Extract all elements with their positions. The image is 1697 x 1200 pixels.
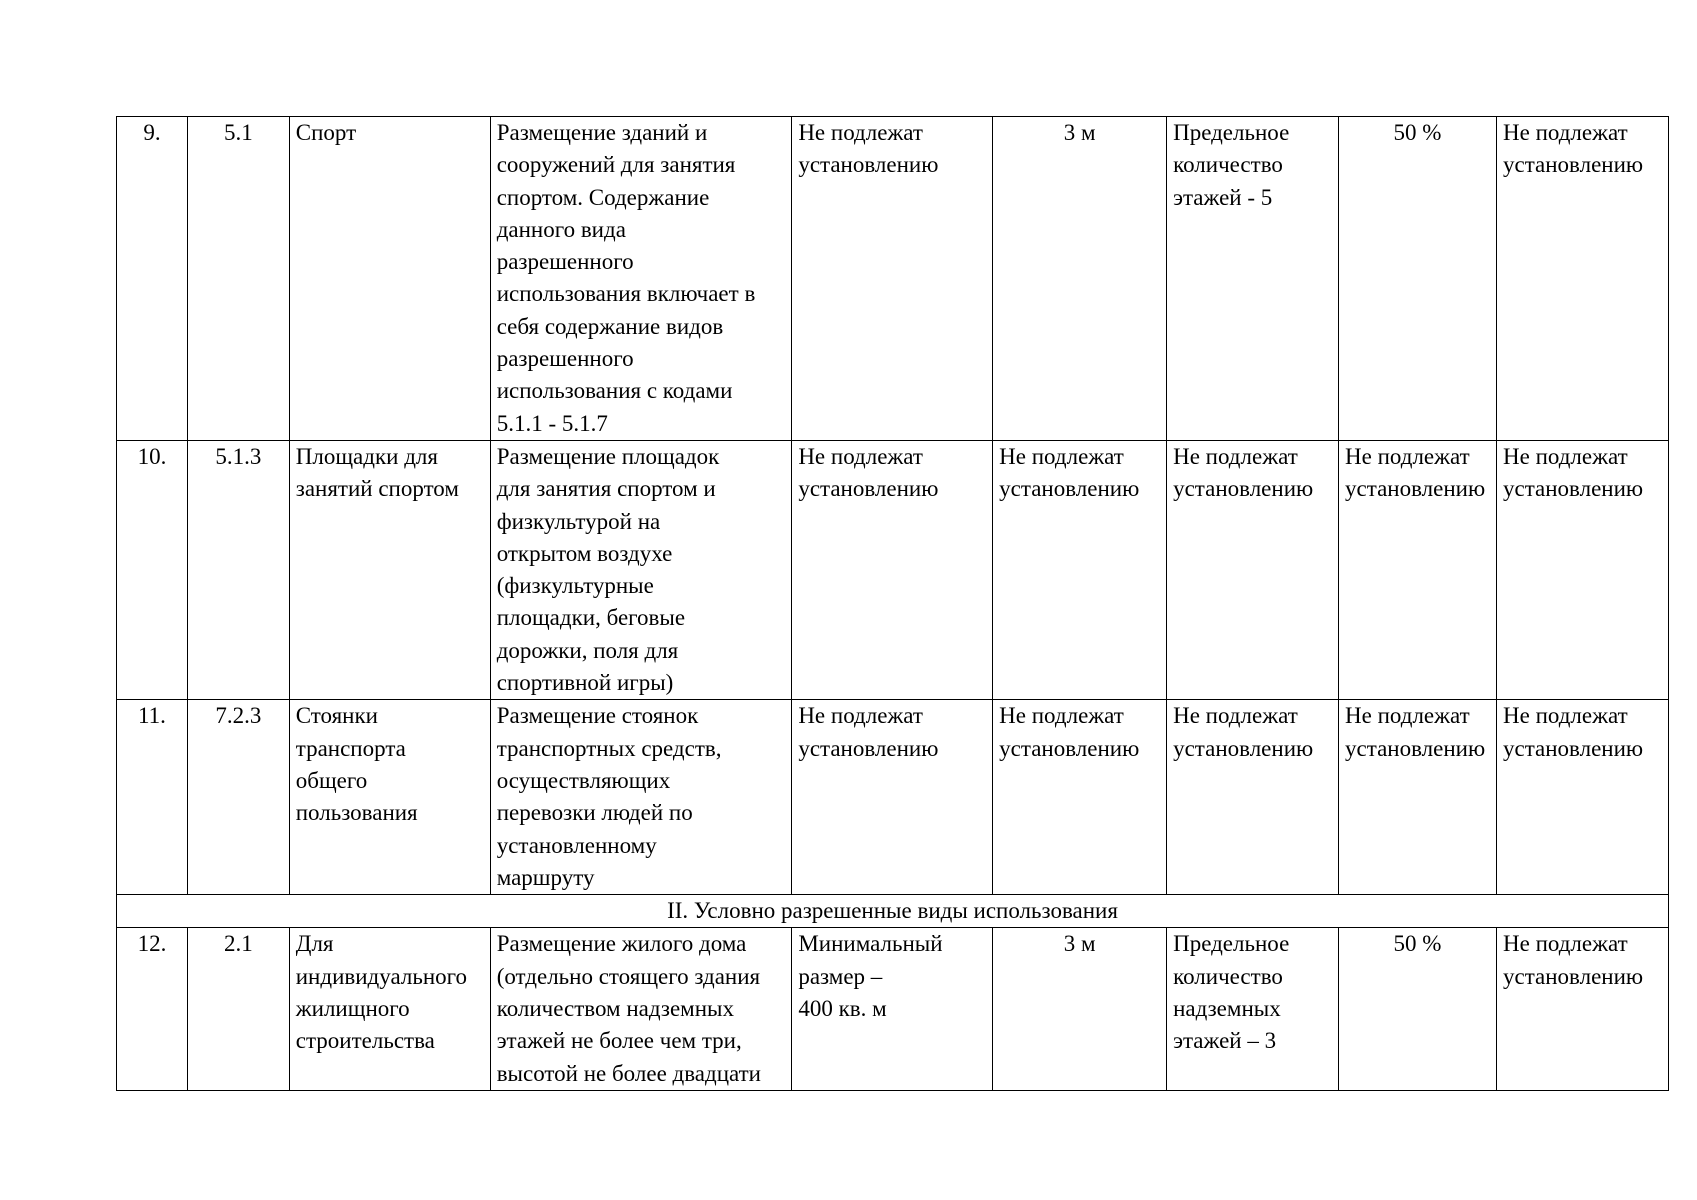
use-name: Спорт xyxy=(289,117,490,441)
other-params-cell: Не подлежат установлению xyxy=(1497,700,1669,895)
row-number: 11. xyxy=(117,700,188,895)
floors-cell: Не подлежат установлению xyxy=(1167,440,1339,699)
table-row xyxy=(117,440,1669,699)
coverage-cell: 50 % xyxy=(1339,117,1497,441)
use-description: Размещение площадок для занятия спортом и физкультурой на открытом воздухе (физкультурные площадки, беговые дорожки, поля для спортивной игры) xyxy=(490,440,792,699)
plot-size-cell: Не подлежат установлению xyxy=(792,440,993,699)
section-header-row xyxy=(117,895,1669,928)
floors-cell: Не подлежат установлению xyxy=(1167,700,1339,895)
setback-cell: 3 м xyxy=(993,928,1167,1090)
floors-cell: Предельное количество этажей - 5 xyxy=(1167,117,1339,441)
use-code: 2.1 xyxy=(187,928,289,1090)
use-code: 5.1 xyxy=(187,117,289,441)
coverage-cell: Не подлежат установлению xyxy=(1339,700,1497,895)
other-params-cell: Не подлежат установлению xyxy=(1497,928,1669,1090)
setback-cell: 3 м xyxy=(993,117,1167,441)
coverage-cell: 50 % xyxy=(1339,928,1497,1090)
plot-size-cell: Не подлежат установлению xyxy=(792,117,993,441)
other-params-cell: Не подлежат установлению xyxy=(1497,440,1669,699)
use-description: Размещение жилого дома (отдельно стоящего здания количеством надземных этажей не более чем три, высотой не более двадцати xyxy=(490,928,792,1090)
use-code: 5.1.3 xyxy=(187,440,289,699)
land-use-table xyxy=(116,116,1669,1091)
use-name: Площадки для занятий спортом xyxy=(289,440,490,699)
setback-cell: Не подлежат установлению xyxy=(993,440,1167,699)
other-params-cell: Не подлежат установлению xyxy=(1497,117,1669,441)
use-description: Размещение зданий и сооружений для занятия спортом. Содержание данного вида разрешенного использования включает в себя содержание видов разрешенного использования с кодами 5.1.1 - 5.1.7 xyxy=(490,117,792,441)
use-code: 7.2.3 xyxy=(187,700,289,895)
table-row xyxy=(117,700,1669,895)
plot-size-cell: Не подлежат установлению xyxy=(792,700,993,895)
use-name: Для индивидуального жилищного строительства xyxy=(289,928,490,1090)
use-name: Стоянки транспорта общего пользования xyxy=(289,700,490,895)
coverage-cell: Не подлежат установлению xyxy=(1339,440,1497,699)
row-number: 10. xyxy=(117,440,188,699)
table-row xyxy=(117,117,1669,441)
table-row xyxy=(117,928,1669,1090)
floors-cell: Предельное количество надземных этажей – 3 xyxy=(1167,928,1339,1090)
row-number: 12. xyxy=(117,928,188,1090)
setback-cell: Не подлежат установлению xyxy=(993,700,1167,895)
plot-size-cell: Минимальный размер – 400 кв. м xyxy=(792,928,993,1090)
use-description: Размещение стоянок транспортных средств, осуществляющих перевозки людей по установленному маршруту xyxy=(490,700,792,895)
row-number: 9. xyxy=(117,117,188,441)
section-title: II. Условно разрешенные виды использования xyxy=(117,895,1669,928)
